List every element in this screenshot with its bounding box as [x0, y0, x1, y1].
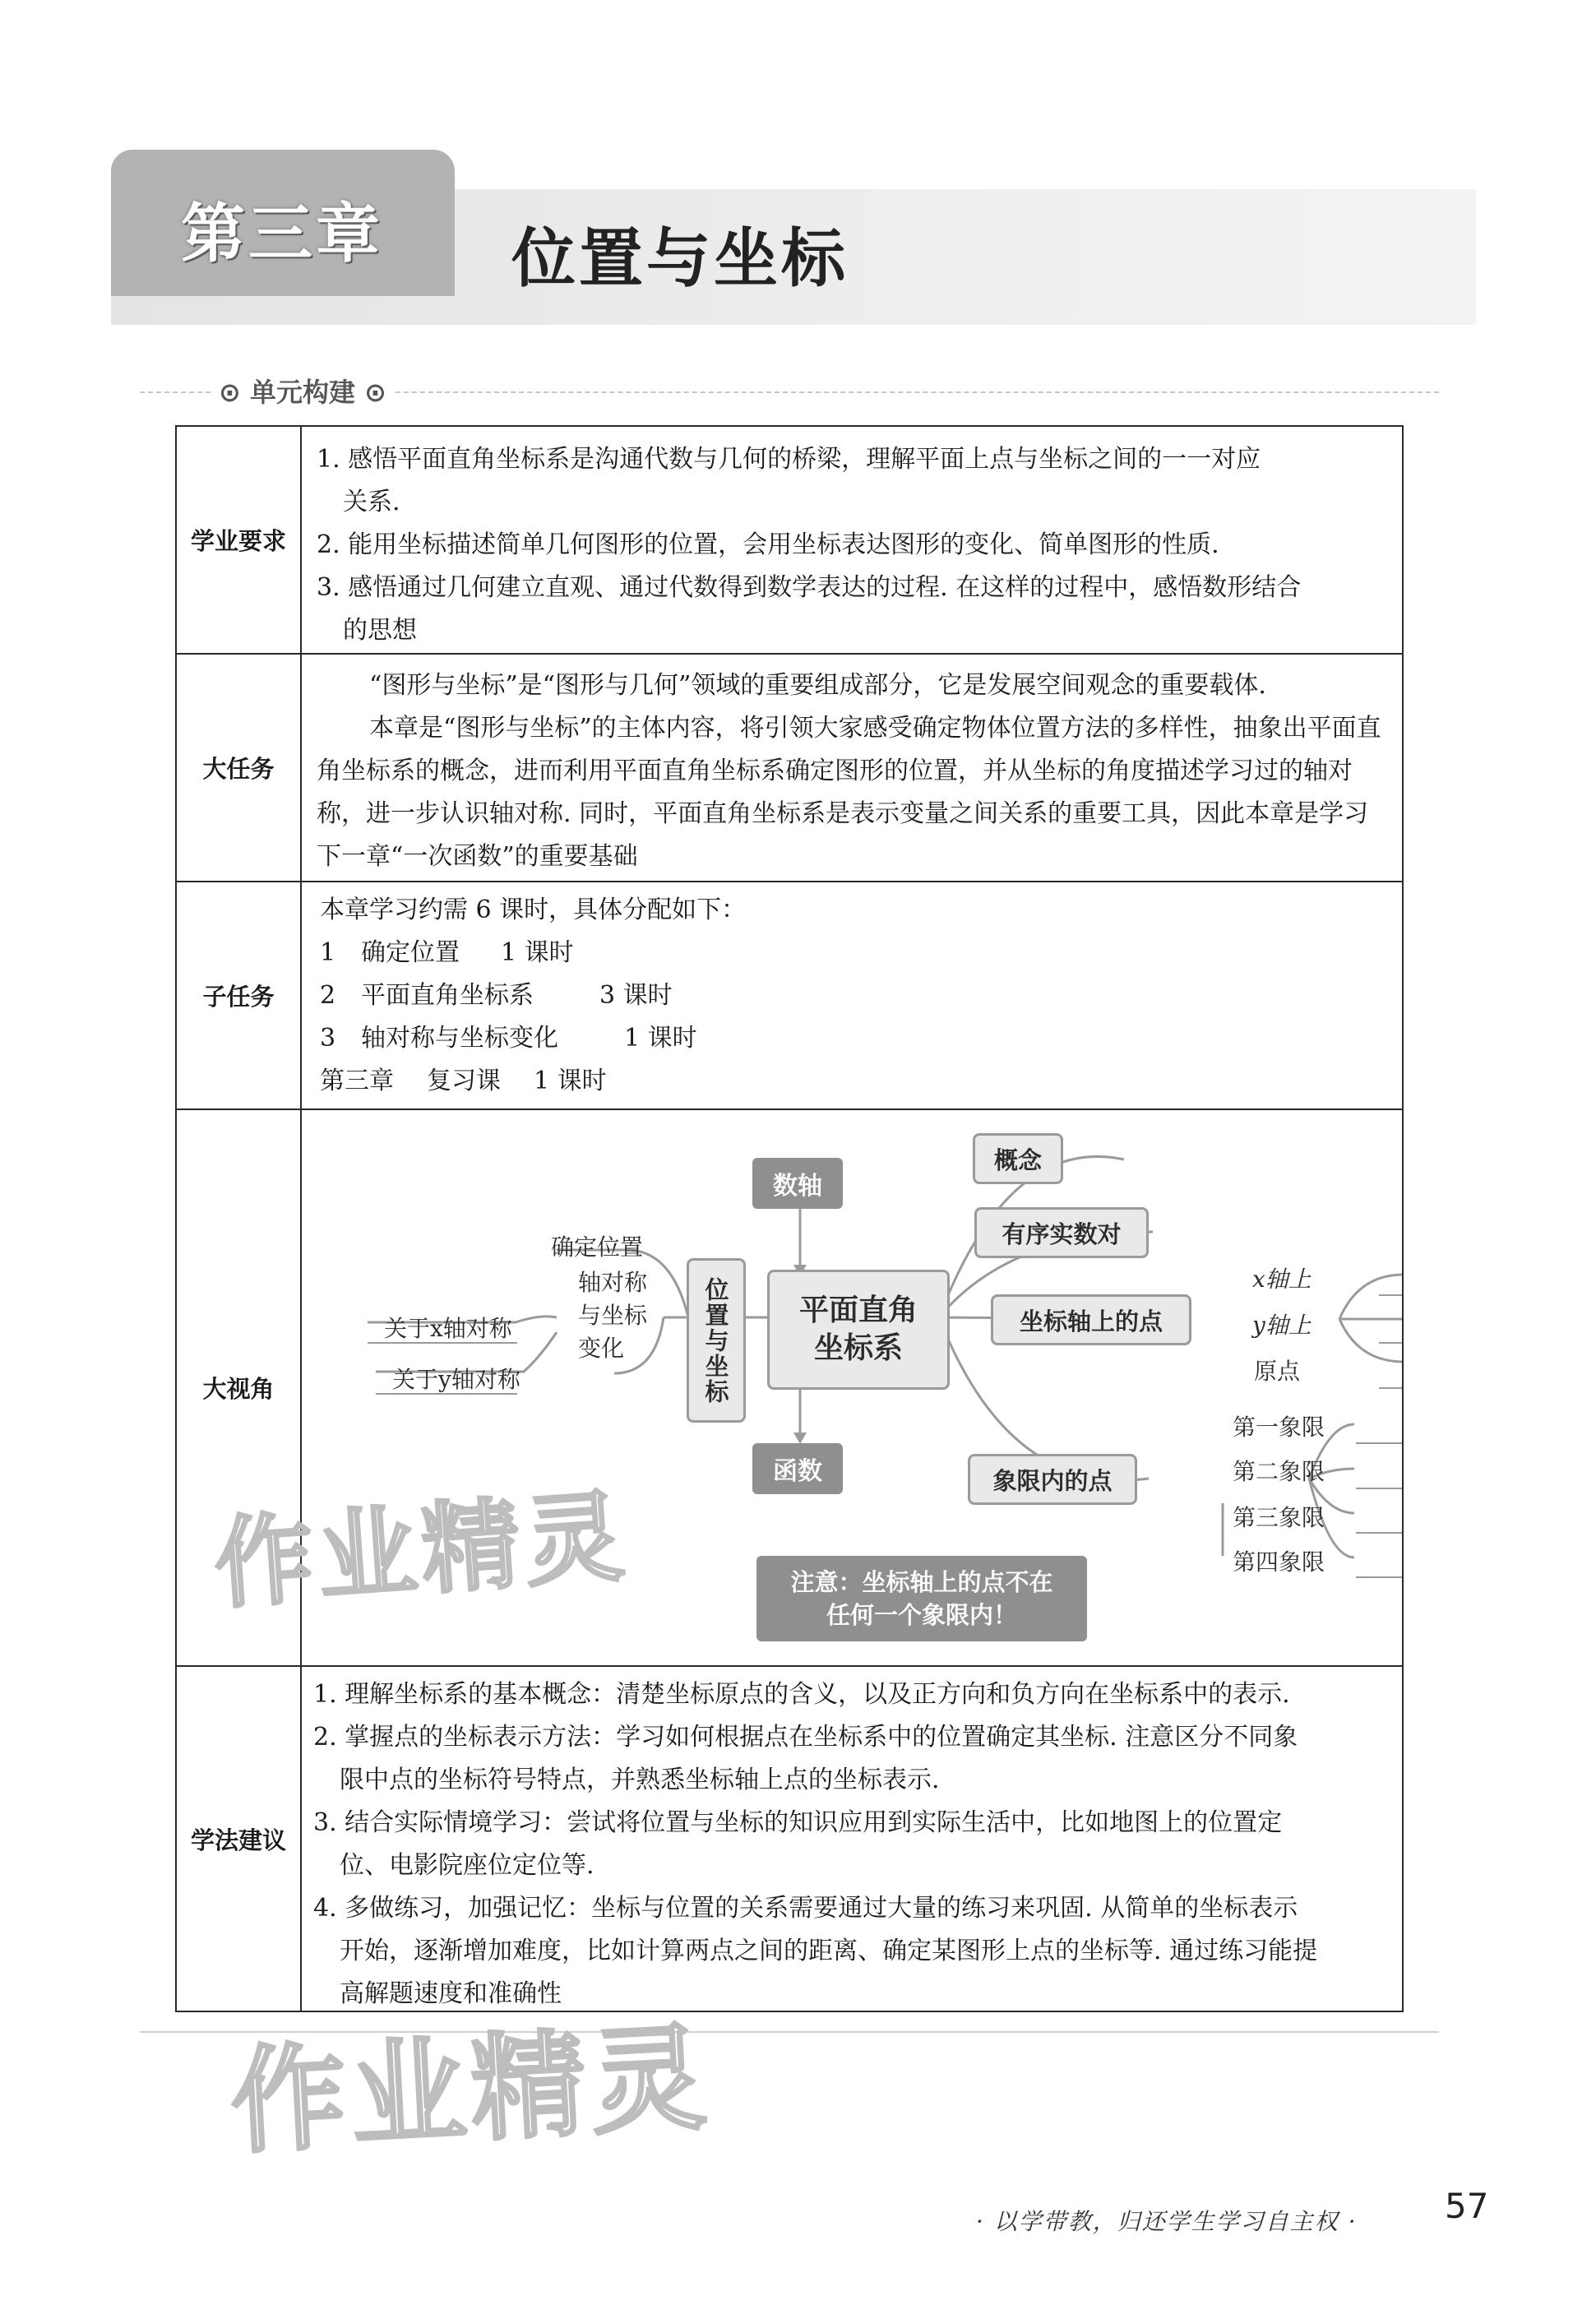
sub-task-hours: 3 课时 [599, 981, 673, 1010]
axis-symmetry-label: 轴对称 [578, 1269, 648, 1296]
study-advice-line: 3. 结合实际情境学习：尝试将位置与坐标的知识应用到实际生活中，比如地图上的位置定 [313, 1808, 1283, 1837]
study-advice-line: 高解题速度和准确性 [340, 1979, 562, 2008]
sub-task-name: 平面直角坐标系 [361, 981, 534, 1010]
number-axis-box: 数轴 [752, 1158, 843, 1209]
y-axis-label: y轴上 [1252, 1312, 1311, 1339]
row-big-task [177, 655, 1402, 882]
chapter-title: 位置与坐标 [511, 222, 849, 296]
symmetric-x-label: 关于x轴对称 [384, 1315, 512, 1342]
study-advice-line: 限中点的坐标符号特点，并熟悉坐标轴上点的坐标表示. [340, 1766, 940, 1794]
determine-position-label: 确定位置 [551, 1233, 644, 1261]
chapter-label: 第三章 [181, 197, 384, 271]
sub-task-name: 轴对称与坐标变化 [361, 1024, 558, 1053]
row-requirements [177, 427, 1402, 655]
ordered-pair-box: 有序实数对 [974, 1207, 1149, 1258]
function-box: 函数 [752, 1443, 843, 1494]
requirements-line: 3. 感悟通过几何建立直观、通过代数得到数学表达的过程. 在这样的过程中，感悟数形结合 [317, 573, 1302, 602]
requirements-body [317, 438, 1386, 652]
big-task-para: “图形与坐标”是“图形与几何”领域的重要组成部分，它是发展空间观念的重要载体. [369, 671, 1266, 700]
study-advice-line: 4. 多做练习，加强记忆：坐标与位置的关系需要通过大量的练习来巩固. 从简单的坐标表示 [313, 1894, 1298, 1923]
row-big-view [177, 1110, 1402, 1667]
center-line: 平面直角 [798, 1294, 918, 1327]
row-label-sub-tasks: 子任务 [177, 882, 302, 1109]
section-label: ⊙ 单元构建 ⊙ [212, 372, 393, 410]
page-number: 57 [1445, 2186, 1489, 2226]
row-label-requirements: 学业要求 [177, 427, 302, 653]
big-task-para: 本章是“图形与坐标”的主体内容，将引领大家感受确定物体位置方法的多样性，抽象出平面直角坐标系的概念，进而利用平面直角坐标系确定图形的位置，并从坐标的角度描述学习过的轴对称，进一步认识轴对称. 同时，平面直角坐标系是表示变量之间关系的重要工具，因此本章是学习下一章“一次函数”的重要基础 [317, 714, 1381, 871]
axis-symmetry-label: 变化 [578, 1335, 625, 1362]
footer-slogan: · 以学带教，归还学生学习自主权 · [976, 2208, 1358, 2235]
origin-label: 原点 [1254, 1358, 1301, 1385]
concept-box: 概念 [973, 1133, 1063, 1184]
quadrant-label: 第三象限 [1233, 1504, 1325, 1531]
note-line: 注意：坐标轴上的点不在 [790, 1568, 1053, 1596]
row-label-study-advice: 学法建议 [177, 1667, 302, 2011]
note-line: 任何一个象限内！ [826, 1601, 1017, 1629]
quadrant-label: 第一象限 [1233, 1414, 1325, 1441]
study-advice-line: 1. 理解坐标系的基本概念：清楚坐标原点的含义，以及正方向和负方向在坐标系中的表示. [313, 1680, 1290, 1709]
row-sub-tasks [177, 882, 1402, 1110]
sub-tasks-intro: 本章学习约需 6 课时，具体分配如下： [320, 896, 747, 924]
symmetric-y-label: 关于y轴对称 [392, 1366, 520, 1393]
watermark: 作业精灵 [227, 2011, 715, 2171]
sub-task-name: 复习课 [427, 1067, 501, 1095]
sub-task-num: 2 [320, 981, 336, 1010]
points-in-quadrant-box: 象限内的点 [968, 1454, 1137, 1505]
quadrant-label: 第四象限 [1233, 1548, 1325, 1576]
requirements-line: 的思想 [343, 616, 417, 645]
sub-task-num: 3 [320, 1024, 336, 1053]
sub-task-hours: 1 课时 [501, 938, 574, 967]
quadrant-label: 第二象限 [1233, 1458, 1325, 1485]
study-advice-line: 开始，逐渐增加难度，比如计算两点之间的距离、确定某图形上点的坐标等. 通过练习能提 [340, 1937, 1318, 1965]
position-coordinate-box: 位置与坐标 [687, 1258, 746, 1423]
sub-task-item [320, 974, 1389, 1017]
unit-table [175, 425, 1404, 2012]
requirements-line: 2. 能用坐标描述简单几何图形的位置，会用坐标表达图形的变化、简单图形的性质. [317, 530, 1219, 559]
study-advice-line: 2. 掌握点的坐标表示方法：学习如何根据点在坐标系中的位置确定其坐标. 注意区分不同象 [313, 1723, 1298, 1752]
x-axis-label: x轴上 [1252, 1266, 1311, 1293]
sub-tasks-body [320, 889, 1389, 1103]
note-box [756, 1556, 1087, 1641]
sub-task-name: 确定位置 [361, 938, 460, 967]
sub-task-item [320, 1060, 1389, 1103]
sub-task-num: 第三章 [320, 1067, 394, 1095]
row-label-big-task: 大任务 [177, 655, 302, 881]
sub-task-hours: 1 课时 [624, 1024, 697, 1053]
requirements-line: 1. 感悟平面直角坐标系是沟通代数与几何的桥梁，理解平面上点与坐标之间的一一对应 [317, 445, 1261, 474]
points-on-axis-box: 坐标轴上的点 [991, 1294, 1191, 1345]
row-label-big-view: 大视角 [177, 1110, 302, 1665]
requirements-line: 关系. [343, 488, 400, 516]
sub-task-hours: 1 课时 [534, 1067, 607, 1095]
center-box [767, 1270, 950, 1390]
center-line: 坐标系 [813, 1331, 903, 1365]
study-advice-line: 位、电影院座位定位等. [340, 1851, 594, 1880]
big-task-body [317, 664, 1386, 878]
sub-task-item [320, 932, 1389, 974]
sub-task-item [320, 1017, 1389, 1060]
row-study-advice [177, 1667, 1402, 2011]
axis-symmetry-label: 与坐标 [578, 1302, 648, 1329]
study-advice-body [313, 1673, 1382, 2016]
sub-task-num: 1 [320, 938, 336, 967]
watermark: 作业精灵 [210, 1479, 632, 1623]
